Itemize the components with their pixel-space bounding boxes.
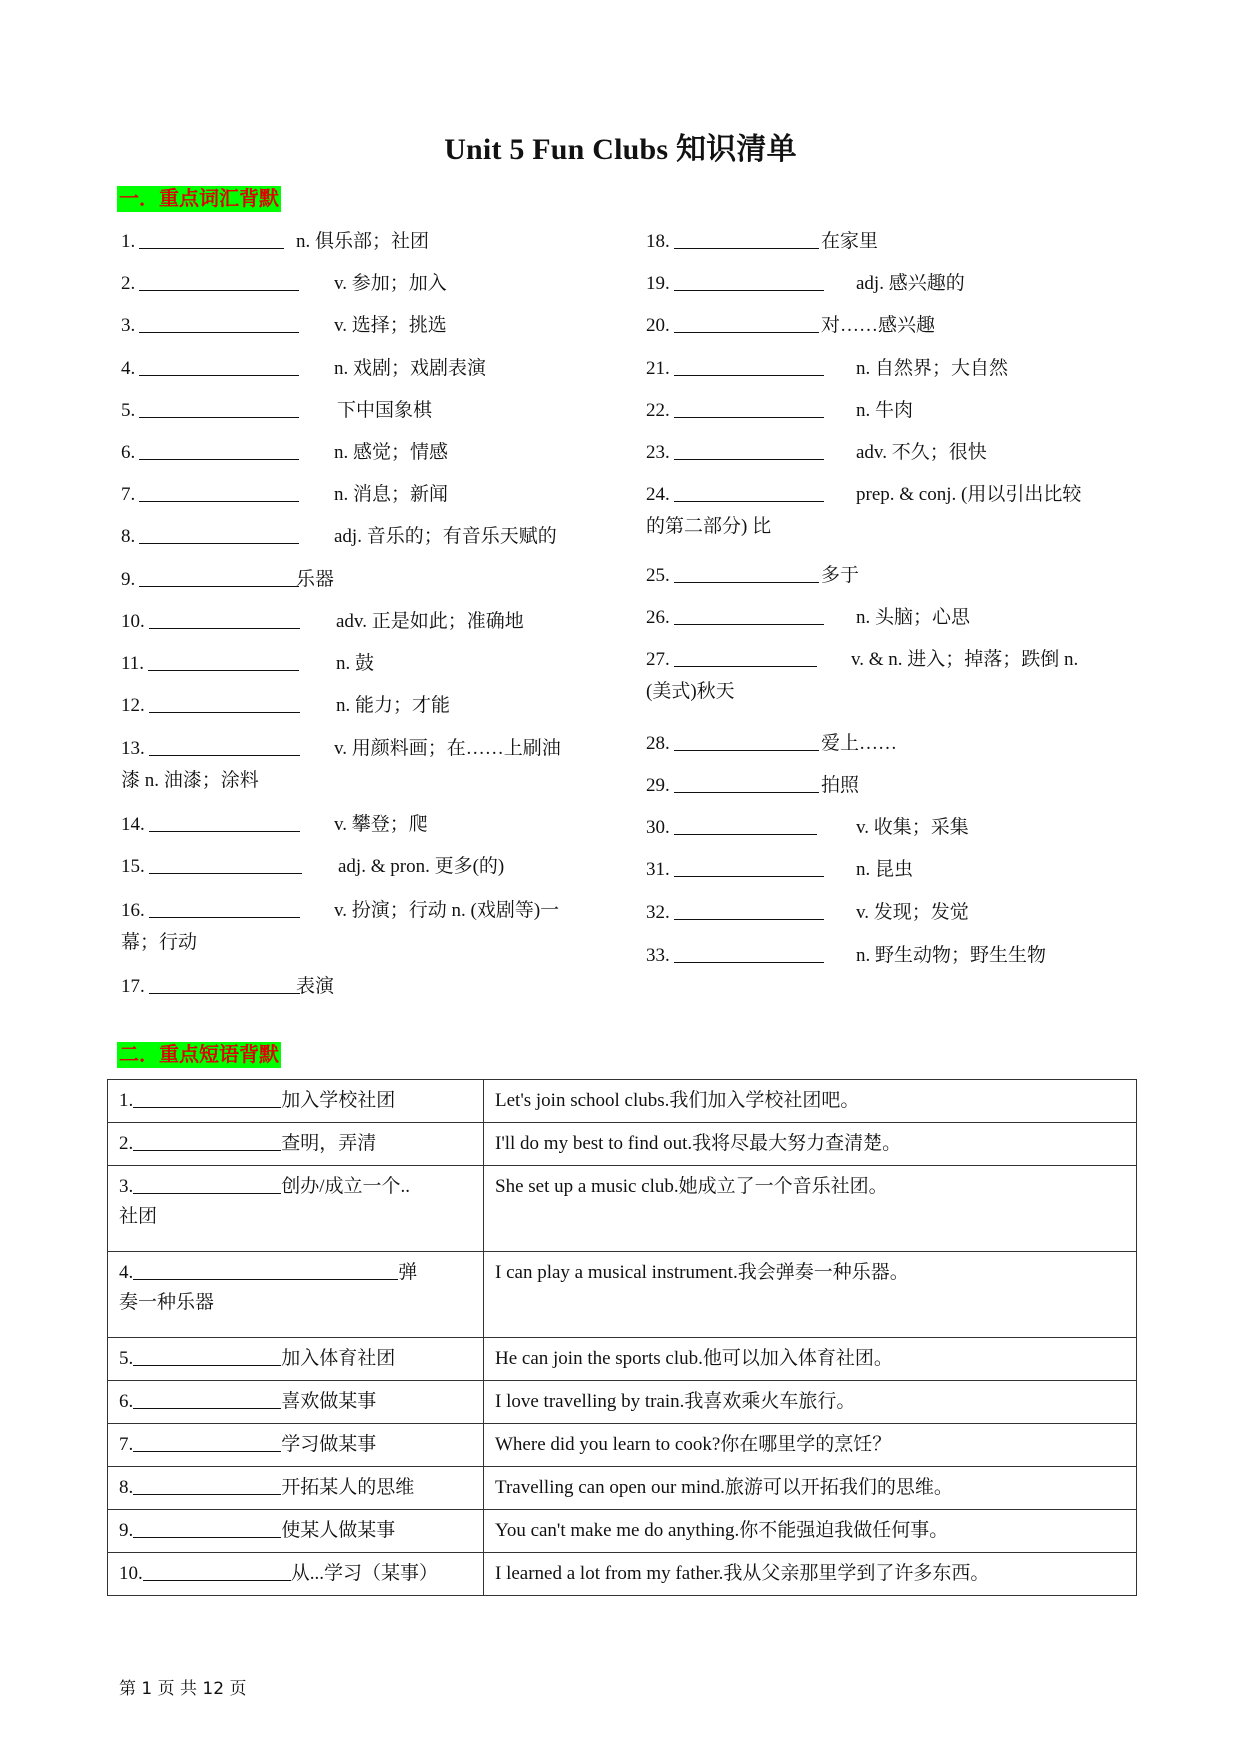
answer-blank[interactable] (133, 1431, 281, 1452)
vocab-meaning: adj. 音乐的；有音乐天赋的 (334, 526, 557, 547)
vocab-number: 20. (646, 315, 670, 336)
vocab-meaning: adj. 感兴趣的 (856, 273, 965, 294)
vocab-number: 8. (121, 526, 136, 547)
answer-blank[interactable] (674, 310, 819, 333)
vocab-number: 12. (121, 695, 145, 716)
vocab-number: 1. (121, 231, 136, 252)
phrase-meaning: 使某人做某事 (281, 1520, 396, 1541)
vocab-item (646, 601, 1136, 635)
vocab-meaning: v. 扮演；行动 n. (戏剧等)一 (334, 900, 560, 921)
vocab-meaning: adj. & pron. 更多(的) (338, 856, 505, 877)
vocab-item (121, 850, 611, 884)
vocab-meaning: adv. 正是如此；准确地 (336, 611, 524, 632)
vocab-item (121, 689, 611, 723)
vocab-number: 19. (646, 273, 670, 294)
phrase-meaning-continued: 奏一种乐器 (119, 1292, 215, 1313)
answer-blank[interactable] (674, 854, 824, 877)
example-sentence: I'll do my best to find out.我将尽最大努力查清楚。 (484, 1123, 1137, 1166)
answer-blank[interactable] (674, 479, 824, 502)
answer-blank[interactable] (149, 971, 300, 994)
vocab-meaning: n. 戏剧；戏剧表演 (334, 358, 487, 379)
example-sentence: I learned a lot from my father.我从父亲那里学到了许多东西。 (484, 1553, 1137, 1596)
vocab-number: 16. (121, 900, 145, 921)
vocab-item (121, 267, 611, 301)
vocab-number: 25. (646, 565, 670, 586)
vocab-meaning: n. 牛肉 (856, 400, 914, 421)
vocab-item (646, 267, 1136, 301)
vocab-item (646, 225, 1136, 259)
phrase-cell (108, 1123, 484, 1166)
vocab-item (121, 808, 611, 842)
answer-blank[interactable] (674, 602, 824, 625)
phrase-meaning: 弹 (398, 1262, 418, 1283)
vocab-meaning: v. 收集；采集 (856, 817, 969, 838)
phrase-number: 1. (119, 1090, 134, 1111)
answer-blank[interactable] (674, 226, 819, 249)
vocab-number: 32. (646, 902, 670, 923)
vocab-item (121, 732, 611, 791)
answer-blank[interactable] (133, 1474, 281, 1495)
table-row (108, 1080, 1137, 1123)
vocab-item (646, 853, 1136, 887)
section-header-phrases: 二．重点短语背默 (119, 1044, 279, 1066)
answer-blank[interactable] (148, 648, 299, 671)
table-row (108, 1123, 1137, 1166)
vocab-meaning: v. 参加；加入 (334, 273, 447, 294)
example-sentence: You can't make me do anything.你不能强迫我做任何事。 (484, 1510, 1137, 1553)
vocab-item (646, 559, 1136, 593)
vocab-item (646, 394, 1136, 428)
vocab-number: 6. (121, 442, 136, 463)
vocab-meaning: n. 能力；才能 (336, 695, 451, 716)
vocab-meaning-continued: 漆 n. 油漆；涂料 (121, 770, 259, 791)
phrase-number: 8. (119, 1477, 134, 1498)
vocab-item (121, 436, 611, 470)
vocab-number: 28. (646, 733, 670, 754)
answer-blank[interactable] (149, 895, 300, 918)
vocab-meaning: 对……感兴趣 (821, 315, 936, 336)
vocab-number: 21. (646, 358, 670, 379)
answer-blank[interactable] (133, 1087, 281, 1108)
example-sentence: Let's join school clubs.我们加入学校社团吧。 (484, 1080, 1137, 1123)
vocab-meaning: v. 攀登；爬 (334, 814, 428, 835)
phrase-meaning: 加入学校社团 (281, 1090, 396, 1111)
phrase-number: 6. (119, 1391, 134, 1412)
vocab-number: 18. (646, 231, 670, 252)
vocab-meaning: adv. 不久；很快 (856, 442, 987, 463)
vocab-number: 22. (646, 400, 670, 421)
answer-blank[interactable] (139, 395, 299, 418)
vocab-number: 5. (121, 400, 136, 421)
page-footer: 第 1 页 共 12 页 (119, 1679, 247, 1699)
vocab-meaning-continued: 的第二部分) 比 (646, 516, 772, 537)
table-row (108, 1166, 1137, 1252)
vocab-number: 29. (646, 775, 670, 796)
phrase-number: 9. (119, 1520, 134, 1541)
vocab-number: 11. (121, 653, 145, 674)
vocab-meaning: n. 俱乐部；社团 (296, 231, 430, 252)
phrase-cell (108, 1080, 484, 1123)
phrase-number: 10. (119, 1563, 143, 1584)
vocab-item (121, 894, 611, 953)
vocab-item (121, 605, 611, 639)
vocab-meaning: 多于 (821, 565, 860, 586)
answer-blank[interactable] (674, 644, 817, 667)
vocab-meaning: 拍照 (821, 775, 860, 796)
phrase-number: 4. (119, 1262, 134, 1283)
vocab-number: 15. (121, 856, 145, 877)
section-header-vocabulary: 一．重点词汇背默 (119, 188, 279, 210)
answer-blank[interactable] (139, 310, 299, 333)
answer-blank[interactable] (674, 812, 817, 835)
example-sentence: Where did you learn to cook?你在哪里学的烹饪？ (484, 1424, 1137, 1467)
answer-blank[interactable] (133, 1173, 281, 1194)
answer-blank[interactable] (139, 353, 299, 376)
answer-blank[interactable] (149, 851, 302, 874)
vocab-number: 24. (646, 484, 670, 505)
answer-blank[interactable] (139, 564, 299, 587)
phrase-number: 5. (119, 1348, 134, 1369)
vocab-item (121, 563, 611, 597)
table-row (108, 1252, 1137, 1338)
phrase-meaning: 喜欢做某事 (281, 1391, 377, 1412)
vocab-item (646, 309, 1136, 343)
vocab-number: 9. (121, 569, 136, 590)
table-row (108, 1510, 1137, 1553)
answer-blank[interactable] (149, 690, 300, 713)
vocab-meaning: n. 感觉；情感 (334, 442, 449, 463)
vocab-number: 27. (646, 649, 670, 670)
vocab-meaning: n. 昆虫 (856, 859, 914, 880)
answer-blank[interactable] (149, 606, 300, 629)
answer-blank[interactable] (674, 728, 819, 751)
answer-blank[interactable] (674, 268, 824, 291)
answer-blank[interactable] (139, 479, 299, 502)
vocab-number: 33. (646, 945, 670, 966)
vocab-number: 7. (121, 484, 136, 505)
answer-blank[interactable] (133, 1130, 281, 1151)
vocab-number: 17. (121, 976, 145, 997)
vocab-meaning: n. 鼓 (336, 653, 375, 674)
vocab-meaning-continued: (美式)秋天 (646, 681, 735, 702)
vocab-meaning: 下中国象棋 (337, 400, 433, 421)
phrases-table (107, 1079, 1137, 1596)
vocab-meaning: 爱上…… (821, 733, 898, 754)
vocab-meaning: n. 自然界；大自然 (856, 358, 1009, 379)
phrase-number: 7. (119, 1434, 134, 1455)
vocab-meaning: v. 用颜料画；在……上刷油 (334, 738, 561, 759)
vocab-item (646, 811, 1136, 845)
example-sentence: I love travelling by train.我喜欢乘火车旅行。 (484, 1381, 1137, 1424)
phrase-cell (108, 1381, 484, 1424)
vocab-item (121, 478, 611, 512)
answer-blank[interactable] (149, 809, 300, 832)
phrase-cell (108, 1252, 484, 1338)
table-row (108, 1553, 1137, 1596)
vocab-meaning: 在家里 (821, 231, 879, 252)
vocab-number: 31. (646, 859, 670, 880)
answer-blank[interactable] (139, 226, 284, 249)
page-title: Unit 5 Fun Clubs 知识清单 (444, 133, 797, 166)
vocab-item (121, 520, 611, 554)
example-sentence: Travelling can open our mind.旅游可以开拓我们的思维。 (484, 1467, 1137, 1510)
vocab-item (121, 394, 611, 428)
vocab-item (646, 727, 1136, 761)
phrase-number: 2. (119, 1133, 134, 1154)
table-row (108, 1338, 1137, 1381)
phrase-meaning-continued: 社团 (119, 1206, 158, 1227)
vocab-item (646, 352, 1136, 386)
vocab-item (646, 896, 1136, 930)
answer-blank[interactable] (143, 1560, 291, 1581)
answer-blank[interactable] (674, 395, 824, 418)
answer-blank[interactable] (149, 733, 300, 756)
vocab-item (646, 436, 1136, 470)
table-row (108, 1467, 1137, 1510)
vocab-number: 2. (121, 273, 136, 294)
answer-blank[interactable] (674, 437, 824, 460)
answer-blank[interactable] (674, 353, 824, 376)
vocab-item (646, 769, 1136, 803)
vocab-number: 13. (121, 738, 145, 759)
answer-blank[interactable] (139, 437, 299, 460)
vocab-item (121, 970, 611, 1004)
phrase-cell (108, 1338, 484, 1381)
vocab-number: 23. (646, 442, 670, 463)
table-row (108, 1381, 1137, 1424)
vocab-number: 10. (121, 611, 145, 632)
phrase-cell (108, 1510, 484, 1553)
vocab-number: 3. (121, 315, 136, 336)
example-sentence: He can join the sports club.他可以加入体育社团。 (484, 1338, 1137, 1381)
answer-blank[interactable] (674, 770, 819, 793)
vocab-item (121, 225, 611, 259)
answer-blank[interactable] (133, 1388, 281, 1409)
vocab-meaning: n. 野生动物；野生生物 (856, 945, 1047, 966)
answer-blank[interactable] (133, 1345, 281, 1366)
example-sentence: She set up a music club.她成立了一个音乐社团。 (484, 1166, 1137, 1252)
vocab-meaning: prep. & conj. (用以引出比较 (856, 484, 1082, 505)
vocab-item (121, 647, 611, 681)
vocab-number: 14. (121, 814, 145, 835)
phrase-cell (108, 1424, 484, 1467)
vocab-meaning: v. 选择；挑选 (334, 315, 447, 336)
vocab-meaning: v. 发现；发觉 (856, 902, 969, 923)
phrase-meaning: 从...学习（某事） (290, 1563, 439, 1584)
vocab-meaning: 表演 (296, 976, 335, 997)
vocab-meaning: v. & n. 进入；掉落；跌倒 n. (851, 649, 1079, 670)
vocab-item (646, 643, 1136, 702)
vocab-item (121, 352, 611, 386)
phrase-cell (108, 1467, 484, 1510)
vocab-meaning: 乐器 (296, 569, 335, 590)
phrase-meaning: 学习做某事 (281, 1434, 377, 1455)
phrase-meaning: 加入体育社团 (281, 1348, 396, 1369)
phrase-meaning: 创办/成立一个.. (281, 1176, 411, 1197)
vocab-meaning: n. 头脑；心思 (856, 607, 971, 628)
table-row (108, 1424, 1137, 1467)
answer-blank[interactable] (674, 940, 824, 963)
phrase-cell (108, 1166, 484, 1252)
vocab-item (646, 478, 1136, 537)
vocab-number: 30. (646, 817, 670, 838)
answer-blank[interactable] (674, 560, 819, 583)
vocab-number: 4. (121, 358, 136, 379)
phrase-cell (108, 1553, 484, 1596)
answer-blank[interactable] (139, 268, 299, 291)
vocab-item (646, 939, 1136, 973)
phrase-number: 3. (119, 1176, 134, 1197)
answer-blank[interactable] (674, 897, 824, 920)
vocab-number: 26. (646, 607, 670, 628)
example-sentence: I can play a musical instrument.我会弹奏一种乐器。 (484, 1252, 1137, 1338)
phrase-meaning: 开拓某人的思维 (281, 1477, 415, 1498)
vocab-meaning: n. 消息；新闻 (334, 484, 449, 505)
answer-blank[interactable] (133, 1517, 281, 1538)
phrase-meaning: 查明，弄清 (281, 1133, 377, 1154)
vocab-item (121, 309, 611, 343)
answer-blank[interactable] (139, 521, 299, 544)
vocab-meaning-continued: 幕；行动 (121, 932, 198, 953)
answer-blank[interactable] (133, 1259, 398, 1280)
